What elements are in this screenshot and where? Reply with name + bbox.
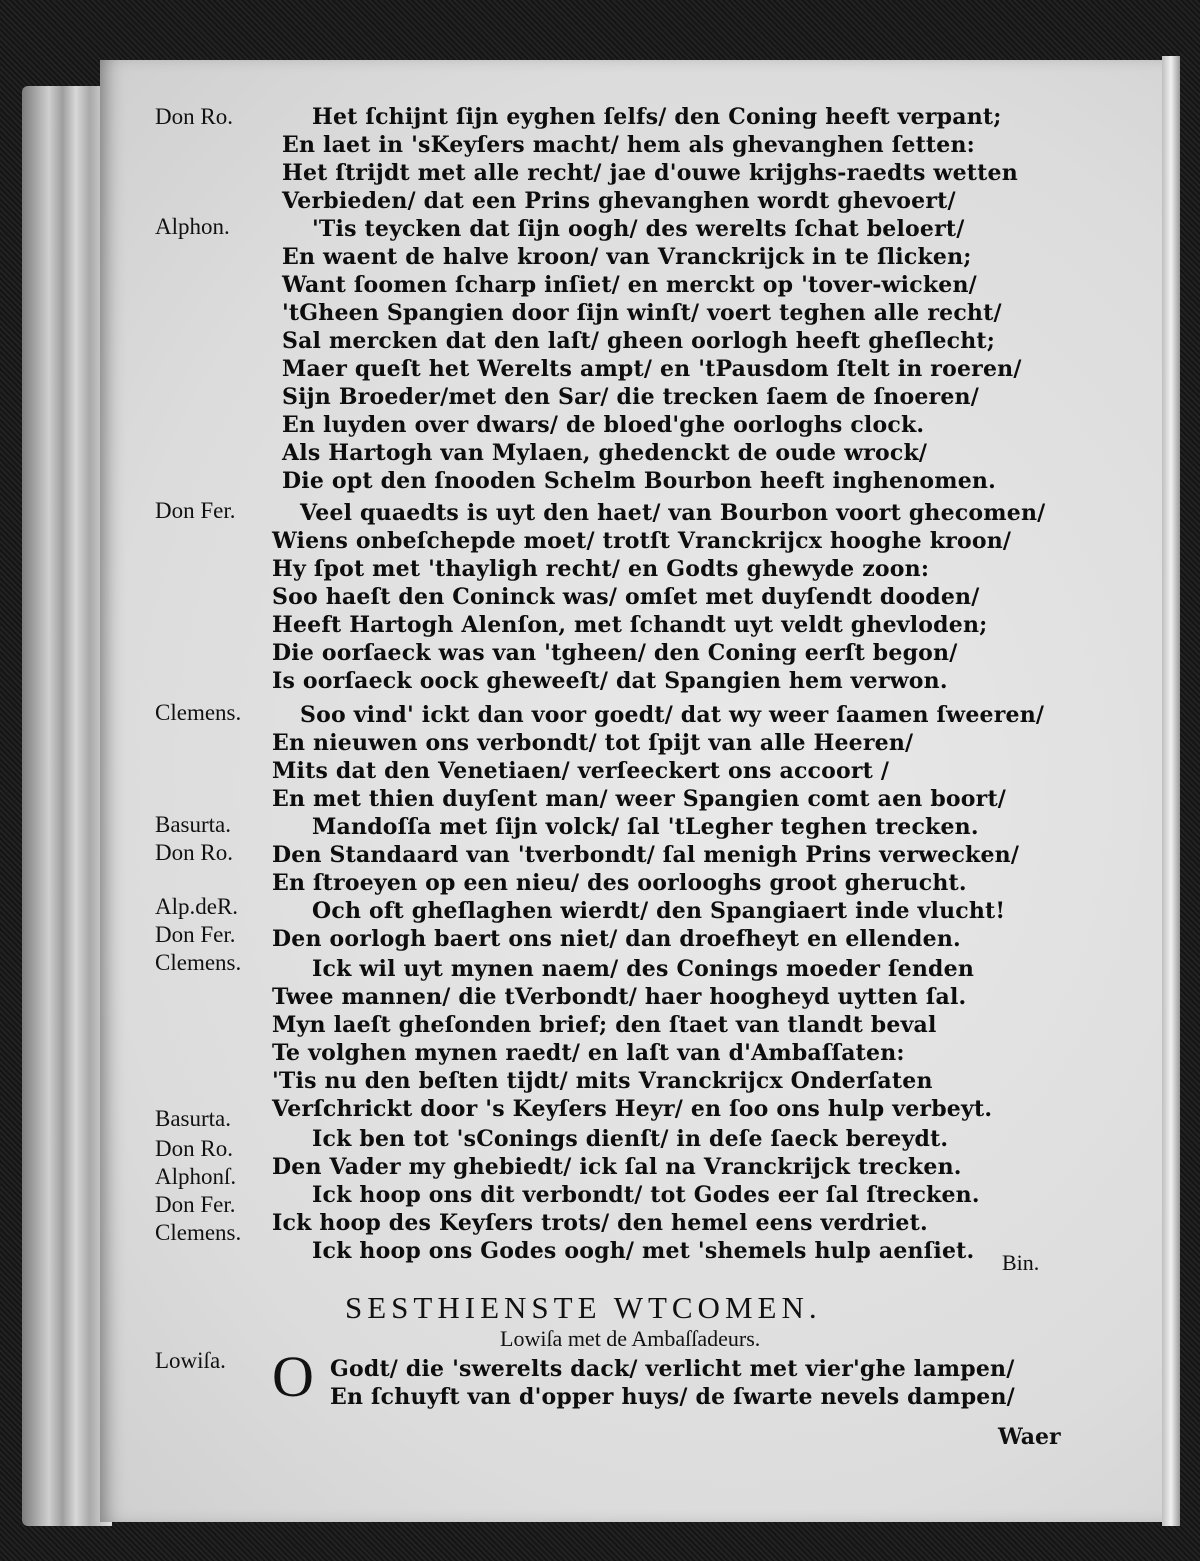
- verse-line: Als Hartogh van Mylaen, ghedenckt de oude wrock/: [282, 440, 928, 466]
- verse-line: En laet in 'sKeyſers macht/ hem als ghevanghen ſetten:: [282, 132, 976, 158]
- speaker-label: Lowiſa.: [155, 1348, 226, 1373]
- verse-line: En nieuwen ons verbondt/ tot ſpijt van alle Heeren/: [272, 730, 914, 756]
- verse-line: Want ſoomen ſcharp inſiet/ en merckt op 'tover-wicken/: [282, 272, 977, 298]
- speaker-label: Basurta.: [155, 812, 232, 837]
- book-right-edge: [1162, 56, 1180, 1526]
- verse-line: Het ſtrijdt met alle recht/ jae d'ouwe krijghs-raedts wetten: [282, 160, 1018, 186]
- verse-line: Soo vind' ickt dan voor goedt/ dat wy weer ſaamen ſweeren/: [300, 702, 1045, 728]
- speaker-label: Don Ro.: [155, 104, 233, 129]
- verse-line: Sal mercken dat den laſt/ gheen oorlogh heeft gheſlecht;: [282, 328, 996, 354]
- verse-line: 'Tis nu den beſten tijdt/ mits Vranckrijcx Onderſaten: [272, 1068, 933, 1094]
- speaker-label: Basurta.: [155, 1106, 232, 1131]
- verse-line: Ick hoop des Keyſers trots/ den hemel eens verdriet.: [272, 1210, 928, 1236]
- speaker-label: Don Fer.: [155, 498, 236, 523]
- speaker-label: Alphon.: [155, 214, 230, 239]
- verse-line: Te volghen mynen raedt/ en laſt van d'Ambaſſaten:: [272, 1040, 905, 1066]
- speaker-label: Clemens.: [155, 700, 242, 725]
- verse-line: Den Vader my ghebiedt/ ick ſal na Vranckrijck trecken.: [272, 1154, 962, 1180]
- drop-capital: O: [272, 1344, 314, 1409]
- verse-line: Die opt den ſnooden Schelm Bourbon heeft inghenomen.: [282, 468, 996, 494]
- speaker-label: Don Ro.: [155, 840, 233, 865]
- speaker-label: Clemens.: [155, 1220, 242, 1245]
- verse-line: Wiens onbeſchepde moet/ trotſt Vranckrijcx hooghe kroon/: [272, 528, 1012, 554]
- speaker-label: Don Fer.: [155, 922, 236, 947]
- verse-line: Het ſchijnt ſijn eyghen ſelfs/ den Coning heeft verpant;: [312, 104, 1002, 130]
- verse-line: En ſtroeyen op een nieu/ des oorlooghs groot gherucht.: [272, 870, 967, 896]
- verse-line: Heeft Hartogh Alenſon, met ſchandt uyt veldt ghevloden;: [272, 612, 988, 638]
- verse-line: Ick hoop ons dit verbondt/ tot Godes eer ſal ſtrecken.: [312, 1182, 980, 1208]
- book-page-edges: [22, 86, 112, 1526]
- verse-line: Maer queſt het Werelts ampt/ en 'tPausdom ſtelt in roeren/: [282, 356, 1022, 382]
- verse-line: Verſchrickt door 's Keyſers Heyr/ en ſoo ons hulp verbeyt.: [272, 1096, 993, 1122]
- verse-line: Ick hoop ons Godes oogh/ met 'shemels hulp aenſiet.: [312, 1238, 975, 1264]
- page-signature-mark: Bin.: [1002, 1250, 1040, 1275]
- verse-line: Ick wil uyt mynen naem/ des Conings moeder ſenden: [312, 956, 975, 982]
- speaker-label: Alphonſ.: [155, 1164, 237, 1189]
- verse-line: Mits dat den Venetiaen/ verſeeckert ons accoort /: [272, 758, 890, 784]
- section-subheading: Lowiſa met de Ambaſſadeurs.: [500, 1326, 761, 1351]
- verse-line: Den oorlogh baert ons niet/ dan droefheyt en ellenden.: [272, 926, 961, 952]
- verse-line: En luyden over dwars/ de bloed'ghe oorloghs clock.: [282, 412, 925, 438]
- speaker-label: Don Ro.: [155, 1136, 233, 1161]
- catchword: Waer: [998, 1424, 1061, 1450]
- verse-line: 'Tis teycken dat ſijn oogh/ des werelts ſchat beloert/: [312, 216, 965, 242]
- verse-line: Veel quaedts is uyt den haet/ van Bourbon voort ghecomen/: [300, 500, 1046, 526]
- verse-line: Die oorſaeck was van 'tgheen/ den Coning eerſt begon/: [272, 640, 958, 666]
- verse-line: En waent de halve kroon/ van Vranckrijck in te ſlicken;: [282, 244, 972, 270]
- verse-line: Ick ben tot 'sConings dienſt/ in deſe ſaeck bereydt.: [312, 1126, 949, 1152]
- speaker-label: Don Fer.: [155, 1192, 236, 1217]
- verse-line: Hy ſpot met 'thayligh recht/ en Godts ghewyde zoon:: [272, 556, 930, 582]
- verse-line: Godt/ die 'swerelts dack/ verlicht met vier'ghe lampen/: [330, 1356, 1015, 1382]
- verse-line: Myn laeſt gheſonden brief; den ſtaet van tlandt beval: [272, 1012, 937, 1038]
- verse-line: En ſchuyft van d'opper huys/ de ſwarte nevels dampen/: [330, 1384, 1015, 1410]
- verse-line: Den Standaard van 'tverbondt/ ſal menigh Prins verwecken/: [272, 842, 1020, 868]
- verse-line: Twee mannen/ die tVerbondt/ haer hoogheyd uytten ſal.: [272, 984, 967, 1010]
- verse-line: Och oft gheſlaghen wierdt/ den Spangiaert inde vlucht!: [312, 898, 1006, 924]
- verse-line: Is oorſaeck oock gheweeſt/ dat Spangien hem verwon.: [272, 668, 948, 694]
- verse-line: Verbieden/ dat een Prins ghevanghen wordt ghevoert/: [282, 188, 956, 214]
- verse-line: Mandoſſa met ſijn volck/ ſal 'tLegher teghen trecken.: [312, 814, 979, 840]
- speaker-label: Clemens.: [155, 950, 242, 975]
- section-heading: SESTHIENSTE WTCOMEN.: [345, 1290, 822, 1325]
- verse-line: Soo haeſt den Coninck was/ omſet met duyſendt dooden/: [272, 584, 980, 610]
- verse-line: 'tGheen Spangien door ſijn winſt/ voert teghen alle recht/: [282, 300, 1002, 326]
- verse-line: En met thien duyſent man/ weer Spangien comt aen boort/: [272, 786, 1007, 812]
- verse-line: Sijn Broeder/met den Sar/ die trecken ſaem de ſnoeren/: [282, 384, 979, 410]
- speaker-label: Alp.deR.: [155, 894, 239, 919]
